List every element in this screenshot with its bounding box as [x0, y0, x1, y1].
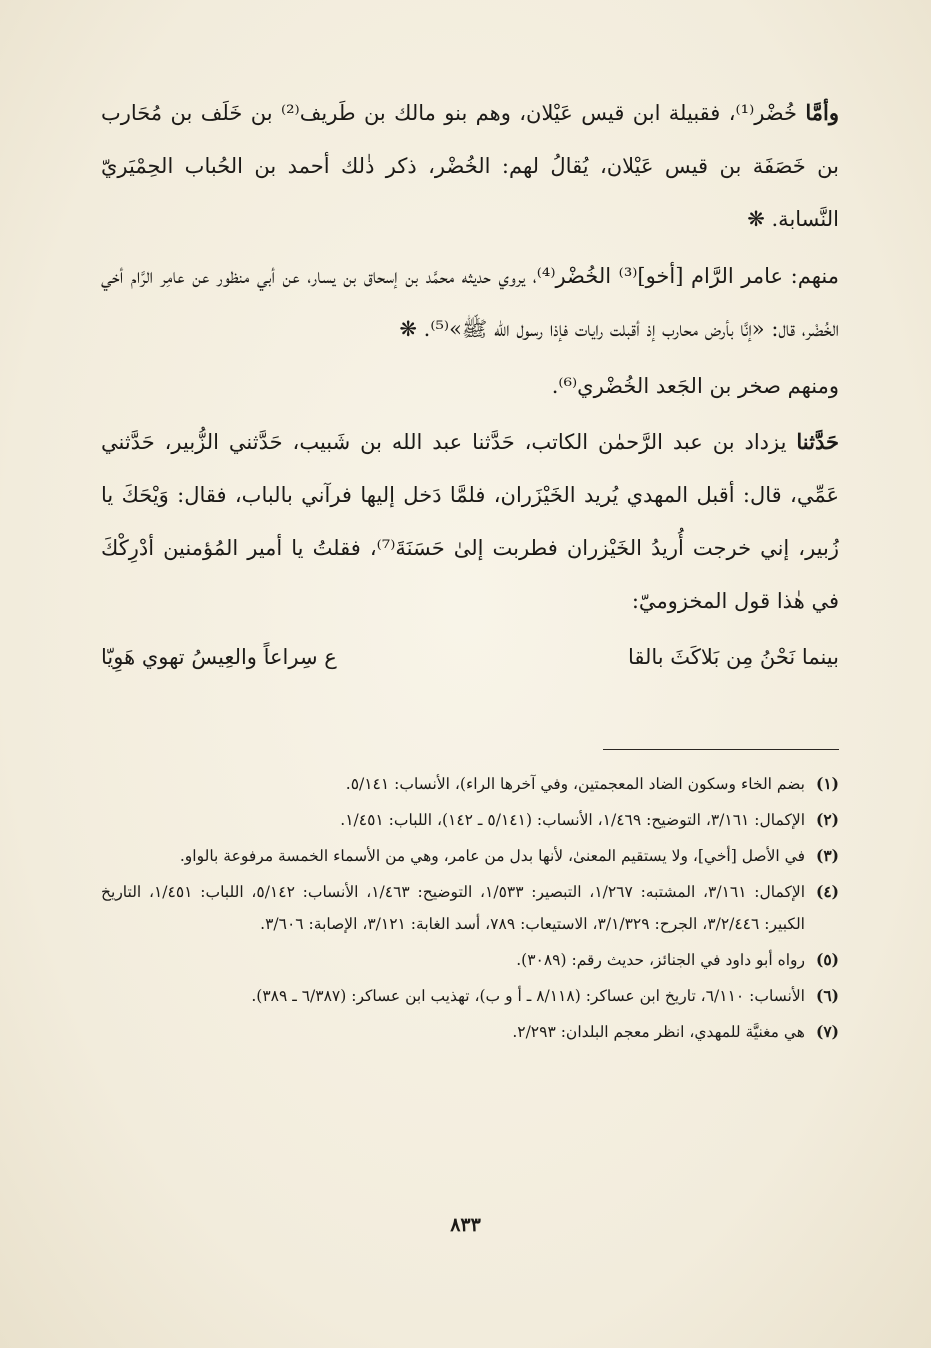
footnote	[101, 804, 839, 836]
footnote-number: (٢)	[815, 810, 839, 829]
footnote-number: (٤)	[815, 882, 839, 901]
footnote-number: (٧)	[815, 1022, 839, 1041]
paragraph-amir	[101, 250, 839, 356]
footnote	[101, 944, 839, 976]
footnote-text: الإكمال: ٣/١٦١، التوضيح: ١/٤٦٩، الأنساب: (٥/١٤١ ـ ١٤٢)، اللباب: ١/٤٥١.	[340, 811, 805, 829]
verse-second-hemistich: ع سِراعاً والعِيسُ تهوي هَوِيّا	[101, 645, 337, 669]
footnote-text: رواه أبو داود في الجنائز، حديث رقم: (٣٠٨٩).	[516, 951, 805, 969]
paragraph-text: عامر الرَّام [أخو]⁽³⁾ الخُضْر⁽⁴⁾، يروي حديثه محمَّد بن إسحاق بن يسار، عن أبي منظور عن عامِر الرَّام أخي الخُضْر، قال: «إنَّا بأرض محارب إذ أقبلت رايات فإذا رسول الله ﷺ»⁽⁵⁾. ❋	[101, 264, 839, 341]
paragraph-hadith	[101, 415, 839, 628]
paragraph-text: ومنهم صخر بن الجَعد الخُضْري⁽⁶⁾.	[551, 374, 839, 398]
footnote-text: بضم الخاء وسكون الضاد المعجمتين، وفي آخرها الراء)، الأنساب: ٥/١٤١.	[345, 775, 805, 793]
footnote-text: الإكمال: ٣/١٦١، المشتبه: ١/٢٦٧، التبصير: ١/٥٣٣، التوضيح: ١/٤٦٣، الأنساب: ٥/١٤٢، اللباب: ١/٤٥١، التاريخ الكبير: ٣/٢/٤٤٦، الجرح: ٣/١/٣٢٩، الاستيعاب: ٧٨٩، أسد الغابة: ٣/١٢١، الإصابة: ٣/٦٠٦.	[101, 883, 805, 933]
main-text	[101, 86, 839, 682]
footnote-text: هي مغنيَّة للمهدي، انظر معجم البلدان: ٢/٢٩٣.	[512, 1023, 805, 1041]
footnote-number: (١)	[815, 774, 839, 793]
paragraph-lead: منهم:	[790, 264, 839, 288]
paragraph-khudr	[101, 86, 839, 246]
footnote	[101, 768, 839, 800]
footnote-separator	[603, 749, 839, 750]
paragraph-sakhr	[101, 360, 839, 413]
paragraph-lead: وأمَّا	[805, 100, 839, 125]
poetry-verse	[101, 632, 839, 682]
footnote	[101, 876, 839, 940]
footnote-number: (٥)	[815, 950, 839, 969]
footnote-number: (٦)	[815, 986, 839, 1005]
page-number: ٨٣٣	[450, 1214, 481, 1236]
footnote	[101, 840, 839, 872]
verse-first-hemistich: بينما نَحْنُ مِن بَلاكَثَ بالقا	[627, 645, 839, 669]
paragraph-lead: حَدَّثنا	[796, 429, 839, 454]
footnote-text: في الأصل [أخي]، ولا يستقيم المعنىٰ، لأنها بدل من عامر، وهي من الأسماء الخمسة مرفوعة بالواو.	[179, 847, 805, 865]
footnotes	[101, 768, 839, 1052]
footnote	[101, 1016, 839, 1048]
footnote-number: (٣)	[815, 846, 839, 865]
footnote-text: الأنساب: ٦/١١٠، تاريخ ابن عساكر: (٨/١١٨ ـ أ و ب)، تهذيب ابن عساكر: (٦/٣٨٧ ـ ٣٨٩).	[251, 987, 805, 1005]
paragraph-text: يزداد بن عبد الرَّحمٰن الكاتب، حَدَّثنا عبد الله بن شَبيب، حَدَّثني الزُّبير، حَدَّثني عَمِّي، قال: أقبل المهدي يُريد الخَيْزَران، فلمَّا دَخل إليها فرآني بالباب، فقال: وَيْحَكَ يا زُبير، إني خرجت أُريدُ الخَيْزران فطربت إلىٰ حَسَنَةَ⁽⁷⁾، فقلتُ يا أمير المُؤمنين أدْرِكْكَ في هٰذا قول المخزوميّ:	[101, 430, 839, 613]
paragraph-text: خُضْر⁽¹⁾، فقبيلة ابن قيس عَيْلان، وهم بنو مالك بن طَريف⁽²⁾ بن خَلَف بن مُحَارب بن خَصَفَة بن قيس عَيْلان، يُقالُ لهم: الخُضْر، ذكر ذٰلك أحمد بن الحُباب الحِمْيَريّ النَّسابة. ❋	[101, 101, 839, 231]
footnote	[101, 980, 839, 1012]
